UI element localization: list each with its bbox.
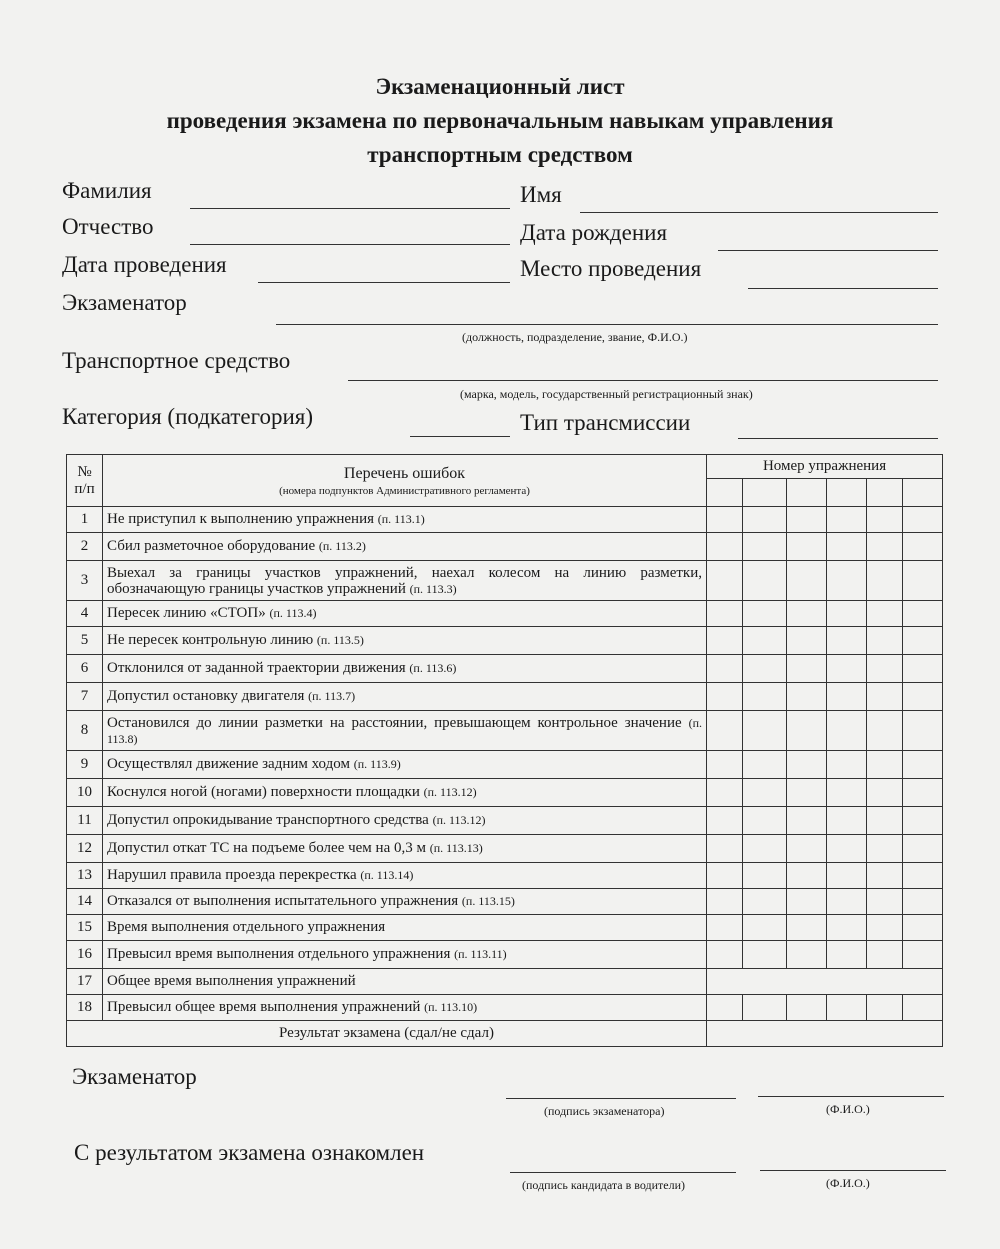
name-field[interactable]: [580, 212, 938, 213]
error-row: [67, 507, 943, 533]
error-row-number: 11: [67, 807, 103, 835]
category-label: Категория (подкатегория): [62, 404, 314, 429]
exercise-mark-cell[interactable]: [743, 533, 787, 561]
error-row: [67, 561, 943, 601]
exercise-mark-cell[interactable]: [743, 507, 787, 533]
total-time-cell[interactable]: [707, 969, 943, 995]
exercise-mark-cell[interactable]: [903, 779, 943, 807]
form-subtitle-line2: транспортным средством: [367, 142, 633, 167]
error-row: [67, 627, 943, 655]
exercise-mark-cell[interactable]: [903, 941, 943, 969]
error-ref: (п. 113.4): [269, 606, 317, 620]
exercise-mark-cell[interactable]: [903, 751, 943, 779]
error-ref: (п. 113.10): [424, 1000, 478, 1014]
exercise-mark-cell[interactable]: [903, 507, 943, 533]
exercise-mark-cell[interactable]: [787, 711, 827, 751]
error-row: [67, 941, 943, 969]
exercise-mark-cell[interactable]: [867, 995, 903, 1021]
errors-table: [66, 454, 943, 1047]
birth-date-label: Дата рождения: [520, 220, 668, 245]
error-ref: (п. 113.14): [360, 868, 414, 882]
exercise-mark-cell[interactable]: [787, 601, 827, 627]
error-row-description: [103, 627, 707, 655]
exercise-mark-cell[interactable]: [867, 807, 903, 835]
exercise-mark-cell[interactable]: [827, 533, 867, 561]
exercise-mark-cell[interactable]: [787, 751, 827, 779]
exercise-mark-cell[interactable]: [903, 915, 943, 941]
error-row-description: [103, 533, 707, 561]
error-ref: (п. 113.11): [454, 947, 507, 961]
exercise-mark-cell[interactable]: [787, 561, 827, 601]
exercise-mark-cell[interactable]: [743, 915, 787, 941]
result-row: [67, 1021, 943, 1047]
exercise-mark-cell[interactable]: [743, 627, 787, 655]
exercise-mark-cell[interactable]: [827, 601, 867, 627]
exercise-mark-cell[interactable]: [867, 683, 903, 711]
exercise-mark-cell[interactable]: [903, 889, 943, 915]
transmission-label: Тип трансмиссии: [520, 410, 691, 435]
error-text: Коснулся ногой (ногами) поверхности площадки: [107, 784, 420, 800]
exercise-mark-cell[interactable]: [743, 863, 787, 889]
error-row: [67, 835, 943, 863]
error-row-number: 5: [67, 627, 103, 655]
exercise-mark-cell[interactable]: [707, 561, 743, 601]
exercise-mark-cell[interactable]: [707, 507, 743, 533]
error-row: [67, 969, 943, 995]
error-ref: (п. 113.3): [409, 581, 457, 596]
error-ref: (п. 113.2): [318, 539, 366, 553]
exercise-col-2[interactable]: [743, 479, 787, 507]
error-row: [67, 863, 943, 889]
exercise-mark-cell[interactable]: [787, 889, 827, 915]
error-row: [67, 915, 943, 941]
category-field[interactable]: [410, 436, 510, 437]
exercise-mark-cell[interactable]: [707, 601, 743, 627]
error-ref: (п. 113.7): [308, 689, 356, 703]
exercise-mark-cell[interactable]: [743, 655, 787, 683]
error-row-description: [103, 969, 707, 995]
error-row: [67, 807, 943, 835]
exercise-mark-cell[interactable]: [827, 863, 867, 889]
error-row-number: 3: [67, 561, 103, 601]
exercise-mark-cell[interactable]: [743, 807, 787, 835]
exercise-mark-cell[interactable]: [707, 711, 743, 751]
exam-date-field[interactable]: [258, 282, 510, 283]
exercise-mark-cell[interactable]: [903, 863, 943, 889]
exercise-mark-cell[interactable]: [827, 807, 867, 835]
exercise-mark-cell[interactable]: [707, 863, 743, 889]
error-list-header: [103, 455, 707, 507]
exercise-mark-cell[interactable]: [827, 889, 867, 915]
exercise-mark-cell[interactable]: [867, 601, 903, 627]
patronymic-label: Отчество: [62, 214, 154, 239]
error-row-description: [103, 655, 707, 683]
error-row: [67, 533, 943, 561]
exercise-mark-cell[interactable]: [743, 751, 787, 779]
error-ref: (п. 113.8): [107, 715, 702, 746]
error-row-number: 14: [67, 889, 103, 915]
error-row-description: [103, 507, 707, 533]
exercise-mark-cell[interactable]: [707, 655, 743, 683]
exercise-mark-cell[interactable]: [827, 627, 867, 655]
error-text: Допустил остановку двигателя: [107, 688, 305, 704]
error-ref: (п. 113.6): [409, 661, 457, 675]
error-row-description: [103, 995, 707, 1021]
exercise-mark-cell[interactable]: [903, 533, 943, 561]
result-value-cell[interactable]: [707, 1021, 943, 1047]
exercise-mark-cell[interactable]: [707, 995, 743, 1021]
exercise-col-3[interactable]: [787, 479, 827, 507]
examiner-field[interactable]: [276, 324, 938, 325]
exercise-mark-cell[interactable]: [867, 779, 903, 807]
examiner-signature-field[interactable]: [506, 1098, 736, 1099]
exercise-mark-cell[interactable]: [867, 507, 903, 533]
exercise-col-6[interactable]: [903, 479, 943, 507]
error-row-description: [103, 683, 707, 711]
error-text: Пересек линию «СТОП»: [107, 605, 266, 621]
form-title: Экзаменационный лист: [375, 74, 625, 99]
examiner-hint: (должность, подразделение, звание, Ф.И.О.): [462, 330, 688, 344]
error-ref: (п. 113.12): [423, 785, 477, 799]
exercise-mark-cell[interactable]: [867, 627, 903, 655]
exercise-mark-cell[interactable]: [867, 941, 903, 969]
error-row-description: [103, 779, 707, 807]
exercise-mark-cell[interactable]: [903, 601, 943, 627]
exercise-mark-cell[interactable]: [827, 655, 867, 683]
exercise-mark-cell[interactable]: [787, 863, 827, 889]
exercise-mark-cell[interactable]: [867, 915, 903, 941]
exercise-mark-cell[interactable]: [787, 835, 827, 863]
examiner-signature-hint: (подпись экзаменатора): [544, 1104, 665, 1118]
exercise-mark-cell[interactable]: [903, 807, 943, 835]
exercise-mark-cell[interactable]: [707, 627, 743, 655]
error-text: Остановился до линии разметки на расстоянии, превышающем контрольное значение: [107, 714, 682, 731]
error-text: Отказался от выполнения испытательного упражнения: [107, 893, 459, 909]
error-row-description: [103, 941, 707, 969]
error-row-number: 15: [67, 915, 103, 941]
error-row: [67, 683, 943, 711]
exercise-mark-cell[interactable]: [867, 711, 903, 751]
error-row-description: [103, 751, 707, 779]
exercise-mark-cell[interactable]: [787, 915, 827, 941]
vehicle-field[interactable]: [348, 380, 938, 381]
surname-label: Фамилия: [62, 178, 152, 203]
error-row-number: 4: [67, 601, 103, 627]
error-row-number: 7: [67, 683, 103, 711]
vehicle-hint: (марка, модель, государственный регистрационный знак): [460, 387, 753, 401]
exercise-mark-cell[interactable]: [787, 655, 827, 683]
surname-field[interactable]: [190, 208, 510, 209]
error-row-number: 6: [67, 655, 103, 683]
vehicle-label: Транспортное средство: [62, 348, 291, 373]
error-text: Выехал за границы участков упражнений, наехал колесом на линию разметки, обозначающую границы участков упражнений: [107, 564, 702, 597]
error-ref: (п. 113.15): [461, 894, 515, 908]
error-row: [67, 711, 943, 751]
exercise-col-1[interactable]: [707, 479, 743, 507]
exercise-mark-cell[interactable]: [707, 941, 743, 969]
exercise-mark-cell[interactable]: [827, 507, 867, 533]
name-label: Имя: [520, 182, 562, 207]
exercise-mark-cell[interactable]: [827, 683, 867, 711]
error-text: Допустил откат ТС на подъеме более чем на 0,3 м: [107, 840, 426, 856]
exercise-mark-cell[interactable]: [903, 627, 943, 655]
exercise-mark-cell[interactable]: [867, 889, 903, 915]
error-row-number: 12: [67, 835, 103, 863]
error-row: [67, 601, 943, 627]
exercise-mark-cell[interactable]: [743, 941, 787, 969]
patronymic-field[interactable]: [190, 244, 510, 245]
exercise-mark-cell[interactable]: [867, 751, 903, 779]
exercise-mark-cell[interactable]: [707, 889, 743, 915]
exercise-mark-cell[interactable]: [787, 995, 827, 1021]
error-row-description: [103, 863, 707, 889]
exercise-col-4[interactable]: [827, 479, 867, 507]
error-text: Осуществлял движение задним ходом: [107, 756, 350, 772]
footer-examiner-label: Экзаменатор: [72, 1064, 197, 1089]
exercise-mark-cell[interactable]: [867, 863, 903, 889]
exercise-mark-cell[interactable]: [827, 711, 867, 751]
error-row: [67, 889, 943, 915]
examiner-fio-hint: (Ф.И.О.): [826, 1102, 870, 1116]
error-row-number: 13: [67, 863, 103, 889]
error-text: Не приступил к выполнению упражнения: [107, 511, 374, 527]
error-row-number: 16: [67, 941, 103, 969]
exercise-mark-cell[interactable]: [743, 779, 787, 807]
error-row-description: [103, 711, 707, 751]
error-row-number: 10: [67, 779, 103, 807]
error-text: Превысил время выполнения отдельного упражнения: [107, 946, 451, 962]
error-text: Сбил разметочное оборудование: [107, 538, 316, 554]
candidate-signature-field[interactable]: [510, 1172, 736, 1173]
exercise-mark-cell[interactable]: [787, 779, 827, 807]
exercise-mark-cell[interactable]: [867, 655, 903, 683]
error-ref: (п. 113.1): [377, 512, 425, 526]
exercise-number-header: Номер упражнения: [707, 455, 943, 479]
exercise-mark-cell[interactable]: [707, 533, 743, 561]
exercise-mark-cell[interactable]: [743, 711, 787, 751]
exercise-mark-cell[interactable]: [867, 533, 903, 561]
candidate-signature-hint: (подпись кандидата в водители): [522, 1178, 685, 1192]
candidate-fio-field[interactable]: [760, 1170, 946, 1171]
examiner-label: Экзаменатор: [62, 290, 187, 315]
exercise-mark-cell[interactable]: [903, 711, 943, 751]
exercise-mark-cell[interactable]: [827, 561, 867, 601]
candidate-fio-hint: (Ф.И.О.): [826, 1176, 870, 1190]
error-row-number: 8: [67, 711, 103, 751]
error-text: Общее время выполнения упражнений: [107, 973, 356, 989]
exercise-mark-cell[interactable]: [707, 835, 743, 863]
exercise-mark-cell[interactable]: [903, 835, 943, 863]
exercise-mark-cell[interactable]: [743, 683, 787, 711]
exercise-mark-cell[interactable]: [707, 751, 743, 779]
examiner-fio-field[interactable]: [758, 1096, 944, 1097]
exercise-mark-cell[interactable]: [867, 835, 903, 863]
error-row-description: [103, 889, 707, 915]
exercise-mark-cell[interactable]: [827, 915, 867, 941]
exam-date-label: Дата проведения: [62, 252, 227, 277]
error-row-description: [103, 561, 707, 601]
error-row-description: [103, 835, 707, 863]
exercise-mark-cell[interactable]: [787, 533, 827, 561]
error-row: [67, 655, 943, 683]
error-list-title: Перечень ошибок: [343, 464, 466, 482]
exercise-mark-cell[interactable]: [787, 507, 827, 533]
exercise-mark-cell[interactable]: [743, 889, 787, 915]
error-row-description: [103, 601, 707, 627]
exercise-mark-cell[interactable]: [903, 683, 943, 711]
exercise-mark-cell[interactable]: [867, 561, 903, 601]
form-subtitle-line1: проведения экзамена по первоначальным навыкам управления: [166, 108, 834, 133]
exercise-mark-cell[interactable]: [743, 995, 787, 1021]
exercise-mark-cell[interactable]: [903, 655, 943, 683]
error-row: [67, 779, 943, 807]
error-row-number: 17: [67, 969, 103, 995]
error-ref: (п. 113.13): [429, 841, 483, 855]
num-column-header: № п/п: [67, 455, 103, 507]
error-text: Не пересек контрольную линию: [107, 632, 314, 648]
exercise-mark-cell[interactable]: [827, 995, 867, 1021]
exercise-mark-cell[interactable]: [787, 807, 827, 835]
error-row-number: 1: [67, 507, 103, 533]
error-row: [67, 995, 943, 1021]
error-text: Допустил опрокидывание транспортного средства: [107, 812, 429, 828]
result-label: Результат экзамена (сдал/не сдал): [67, 1021, 707, 1047]
exercise-mark-cell[interactable]: [707, 683, 743, 711]
exercise-mark-cell[interactable]: [743, 835, 787, 863]
exercise-mark-cell[interactable]: [903, 995, 943, 1021]
error-ref: (п. 113.12): [432, 813, 486, 827]
exam-place-label: Место проведения: [520, 256, 702, 281]
acquainted-label: С результатом экзамена ознакомлен: [74, 1140, 425, 1165]
exercise-mark-cell[interactable]: [743, 561, 787, 601]
exercise-mark-cell[interactable]: [827, 941, 867, 969]
error-row-number: 2: [67, 533, 103, 561]
birth-date-field[interactable]: [718, 250, 938, 251]
error-ref: (п. 113.5): [316, 633, 364, 647]
exercise-mark-cell[interactable]: [707, 779, 743, 807]
error-row: [67, 751, 943, 779]
error-text: Превысил общее время выполнения упражнений: [107, 999, 421, 1015]
exercise-mark-cell[interactable]: [787, 627, 827, 655]
error-list-subtitle: (номера подпунктов Административного регламента): [279, 484, 530, 497]
exercise-mark-cell[interactable]: [787, 941, 827, 969]
exercise-col-5[interactable]: [867, 479, 903, 507]
error-row-description: [103, 915, 707, 941]
error-ref: (п. 113.9): [353, 757, 401, 771]
exercise-mark-cell[interactable]: [707, 807, 743, 835]
error-row-number: 18: [67, 995, 103, 1021]
exercise-mark-cell[interactable]: [743, 601, 787, 627]
error-row-description: [103, 807, 707, 835]
transmission-field[interactable]: [738, 438, 938, 439]
exercise-mark-cell[interactable]: [827, 835, 867, 863]
error-row-number: 9: [67, 751, 103, 779]
exercise-mark-cell[interactable]: [903, 561, 943, 601]
exercise-mark-cell[interactable]: [707, 915, 743, 941]
exercise-mark-cell[interactable]: [827, 751, 867, 779]
error-text: Время выполнения отдельного упражнения: [107, 919, 386, 935]
exercise-mark-cell[interactable]: [827, 779, 867, 807]
exam-place-field[interactable]: [748, 288, 938, 289]
error-text: Нарушил правила проезда перекрестка: [107, 867, 357, 883]
exercise-mark-cell[interactable]: [787, 683, 827, 711]
error-text: Отклонился от заданной траектории движения: [107, 660, 406, 676]
